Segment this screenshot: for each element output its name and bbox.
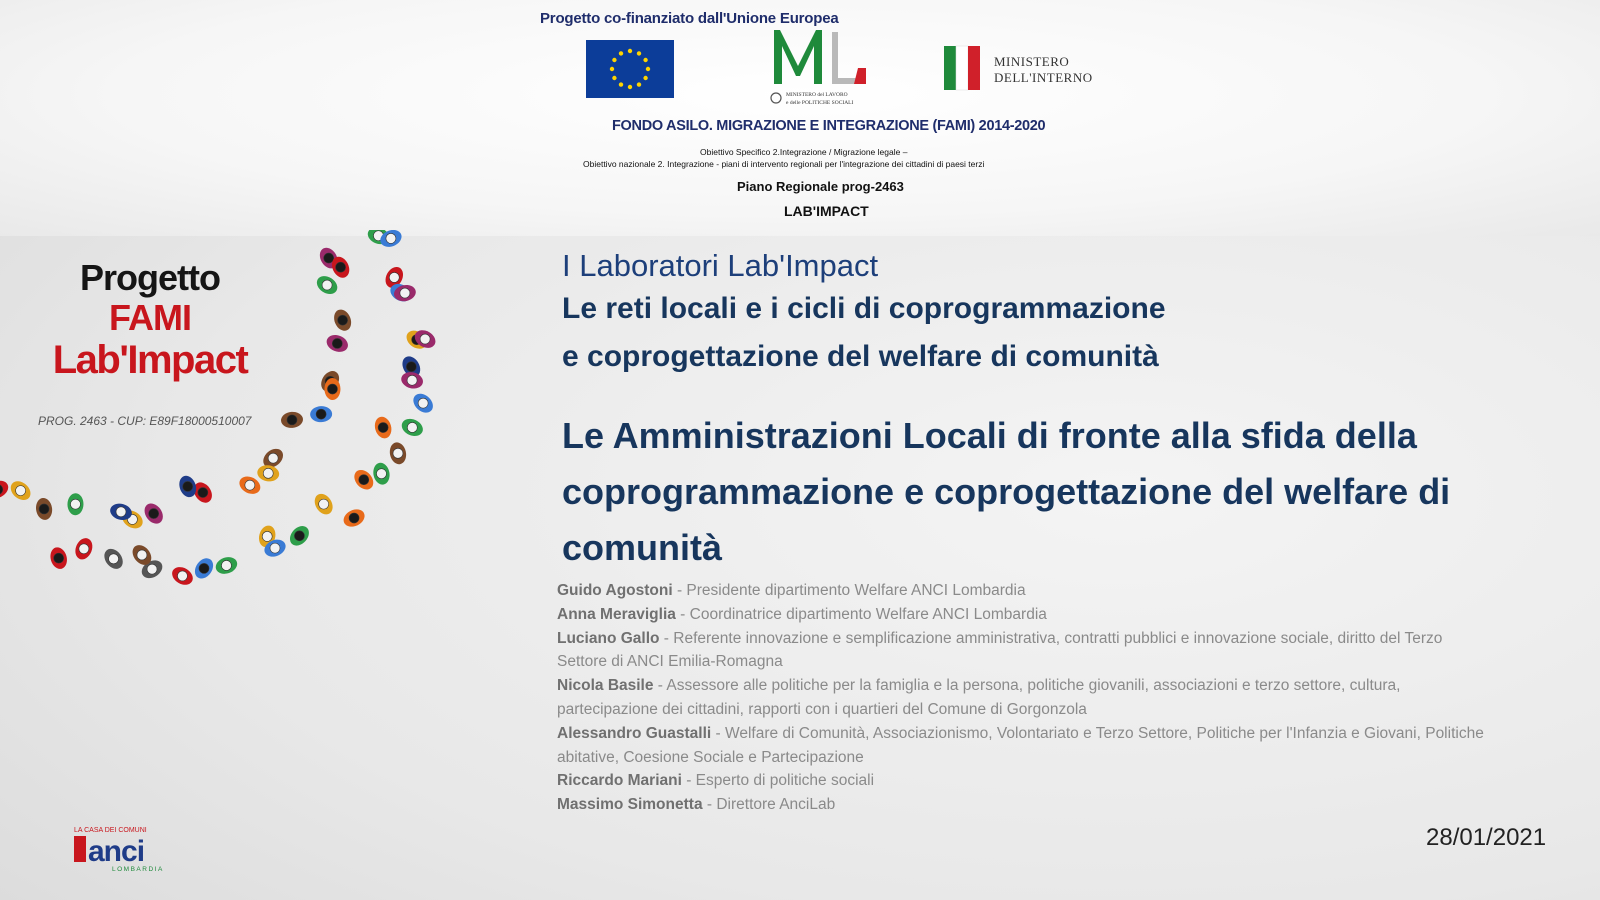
subtitle-line-2: e coprogettazione del welfare di comunità bbox=[562, 340, 1159, 373]
objective-line-1: Obiettivo Specifico 2.Integrazione / Migrazione legale – bbox=[700, 147, 908, 157]
person-head-icon bbox=[359, 475, 369, 485]
cofinanced-label: Progetto co-finanziato dall'Unione Europea bbox=[540, 10, 839, 27]
speaker-role: - Assessore alle politiche per la famiglia e la persona, politiche giovanili, associazioni e terzo settore, cultura, partecipazione dei cittadini, rapporti con i quartieri del Comune di Gorgonzola bbox=[557, 677, 1401, 718]
eu-star-icon bbox=[619, 82, 623, 86]
person-head-icon bbox=[349, 513, 359, 523]
eu-star-icon bbox=[643, 76, 647, 80]
plan-label: Piano Regionale prog-2463 bbox=[737, 179, 904, 194]
speaker-item bbox=[557, 793, 1487, 817]
person-head-icon bbox=[322, 280, 332, 290]
main-title: Le Amministrazioni Locali di fronte alla sfida della coprogrammazione e coprogettazione del welfare di comunità bbox=[562, 415, 1451, 568]
person-head-icon bbox=[386, 233, 396, 243]
anci-logo-main: anci bbox=[88, 835, 145, 868]
person-head-icon bbox=[183, 481, 193, 491]
speaker-role: - Esperto di politiche sociali bbox=[681, 772, 875, 790]
anci-logo-bottom: LOMBARDIA bbox=[112, 866, 164, 873]
person-head-icon bbox=[338, 315, 348, 325]
person-head-icon bbox=[221, 560, 231, 570]
person-head-icon bbox=[336, 262, 346, 272]
person-head-icon bbox=[407, 375, 417, 385]
speaker-role: - Welfare di Comunità, Associazionismo, Volontariato e Terzo Settore, Politiche per l'Infanzia e Giovani, Politiche abitative, Coesione Sociale e Partecipazione bbox=[557, 724, 1484, 766]
person-head-icon bbox=[116, 507, 126, 517]
event-date: 28/01/2021 bbox=[1426, 824, 1547, 851]
eu-star-icon bbox=[628, 85, 632, 89]
speaker-name: Alessandro Guastalli bbox=[557, 724, 712, 742]
speaker-item bbox=[557, 579, 1487, 603]
person-head-icon bbox=[245, 480, 255, 490]
project-code: PROG. 2463 - CUP: E89F18000510007 bbox=[38, 414, 252, 428]
person-head-icon bbox=[109, 554, 119, 564]
project-logo-line-1: Progetto bbox=[80, 257, 220, 298]
person-head-icon bbox=[54, 553, 64, 563]
eu-star-icon bbox=[610, 67, 614, 71]
person-head-icon bbox=[263, 468, 273, 478]
speaker-name: Nicola Basile bbox=[557, 677, 654, 695]
person-head-icon bbox=[270, 543, 280, 553]
person-head-icon bbox=[147, 564, 157, 574]
person-head-icon bbox=[327, 384, 337, 394]
person-head-icon bbox=[137, 550, 147, 560]
person-head-icon bbox=[316, 409, 326, 419]
project-logo-line-3: Lab'Impact bbox=[52, 338, 248, 382]
person-head-icon bbox=[79, 544, 89, 554]
speaker-name: Massimo Simonetta bbox=[557, 796, 703, 814]
person-head-icon bbox=[389, 272, 399, 282]
speaker-role: - Direttore AnciLab bbox=[702, 796, 836, 814]
sponsor-header bbox=[0, 0, 1600, 236]
ministry-line-1: MINISTERO bbox=[994, 54, 1070, 69]
person-head-icon bbox=[418, 398, 428, 408]
person-head-icon bbox=[287, 415, 297, 425]
ministry-line-2: DELL'INTERNO bbox=[994, 70, 1093, 85]
speaker-role: - Referente innovazione e semplificazione amministrativa, contratti pubblici e innovazione sociale, diritto del Terzo Settore di ANCI Emilia-Romagna bbox=[557, 629, 1443, 671]
ministero-lavoro-logo bbox=[768, 26, 878, 114]
speaker-list bbox=[557, 579, 1487, 817]
ml-small-2: e delle POLITICHE SOCIALI bbox=[786, 100, 854, 106]
fund-title: FONDO ASILO. MIGRAZIONE E INTEGRAZIONE (FAMI) 2014-2020 bbox=[612, 118, 1046, 134]
eu-star-icon bbox=[643, 58, 647, 62]
speaker-name: Luciano Gallo bbox=[557, 629, 660, 647]
eu-star-icon bbox=[646, 67, 650, 71]
person-head-icon bbox=[407, 422, 417, 432]
speaker-item bbox=[557, 769, 1487, 793]
subtitle-line-1: Le reti locali e i cicli di coprogrammazione bbox=[562, 292, 1166, 325]
speaker-name: Riccardo Mariani bbox=[557, 772, 682, 790]
person-head-icon bbox=[406, 362, 416, 372]
eu-flag-icon bbox=[586, 40, 674, 98]
eu-star-icon bbox=[637, 82, 641, 86]
ministero-interno-logo bbox=[940, 42, 1110, 94]
speaker-item bbox=[557, 627, 1487, 675]
speaker-role: - Presidente dipartimento Welfare ANCI Lombardia bbox=[672, 582, 1026, 599]
eu-star-icon bbox=[628, 49, 632, 53]
person-head-icon bbox=[199, 563, 209, 573]
project-label: LAB'IMPACT bbox=[784, 203, 869, 219]
eu-star-icon bbox=[612, 76, 616, 80]
person-head-icon bbox=[319, 499, 329, 509]
speaker-name: Guido Agostoni bbox=[557, 582, 673, 599]
eu-star-icon bbox=[612, 58, 616, 62]
person-head-icon bbox=[332, 338, 342, 348]
person-head-icon bbox=[393, 448, 403, 458]
objective-line-2: Obiettivo nazionale 2. Integrazione - piani di intervento regionali per l'integrazione dei cittadini di paesi terzi bbox=[583, 159, 985, 169]
person-head-icon bbox=[268, 453, 278, 463]
speaker-item bbox=[557, 722, 1487, 770]
person-head-icon bbox=[420, 334, 430, 344]
lab-title: I Laboratori Lab'Impact bbox=[562, 248, 879, 283]
eu-star-icon bbox=[619, 51, 623, 55]
person-head-icon bbox=[70, 499, 80, 509]
person-head-icon bbox=[198, 488, 208, 498]
person-head-icon bbox=[294, 531, 304, 541]
speaker-item bbox=[557, 603, 1487, 627]
person-head-icon bbox=[149, 509, 159, 519]
person-head-icon bbox=[177, 571, 187, 581]
anci-lombardia-logo bbox=[72, 824, 192, 874]
project-logo bbox=[0, 258, 300, 382]
person-head-icon bbox=[39, 504, 49, 514]
speaker-role: - Coordinatrice dipartimento Welfare ANCI Lombardia bbox=[675, 605, 1047, 623]
person-head-icon bbox=[400, 288, 410, 298]
anci-logo-top: LA CASA DEI COMUNI bbox=[74, 827, 147, 834]
project-logo-line-2: FAMI bbox=[109, 297, 191, 338]
eu-star-icon bbox=[637, 51, 641, 55]
speaker-name: Anna Meraviglia bbox=[557, 605, 676, 623]
person-head-icon bbox=[324, 253, 334, 263]
person-head-icon bbox=[16, 486, 26, 496]
person-head-icon bbox=[376, 469, 386, 479]
speaker-item bbox=[557, 674, 1487, 722]
person-head-icon bbox=[262, 531, 272, 541]
person-head-icon bbox=[378, 423, 388, 433]
ml-small-1: MINISTERO del LAVORO bbox=[786, 92, 848, 98]
